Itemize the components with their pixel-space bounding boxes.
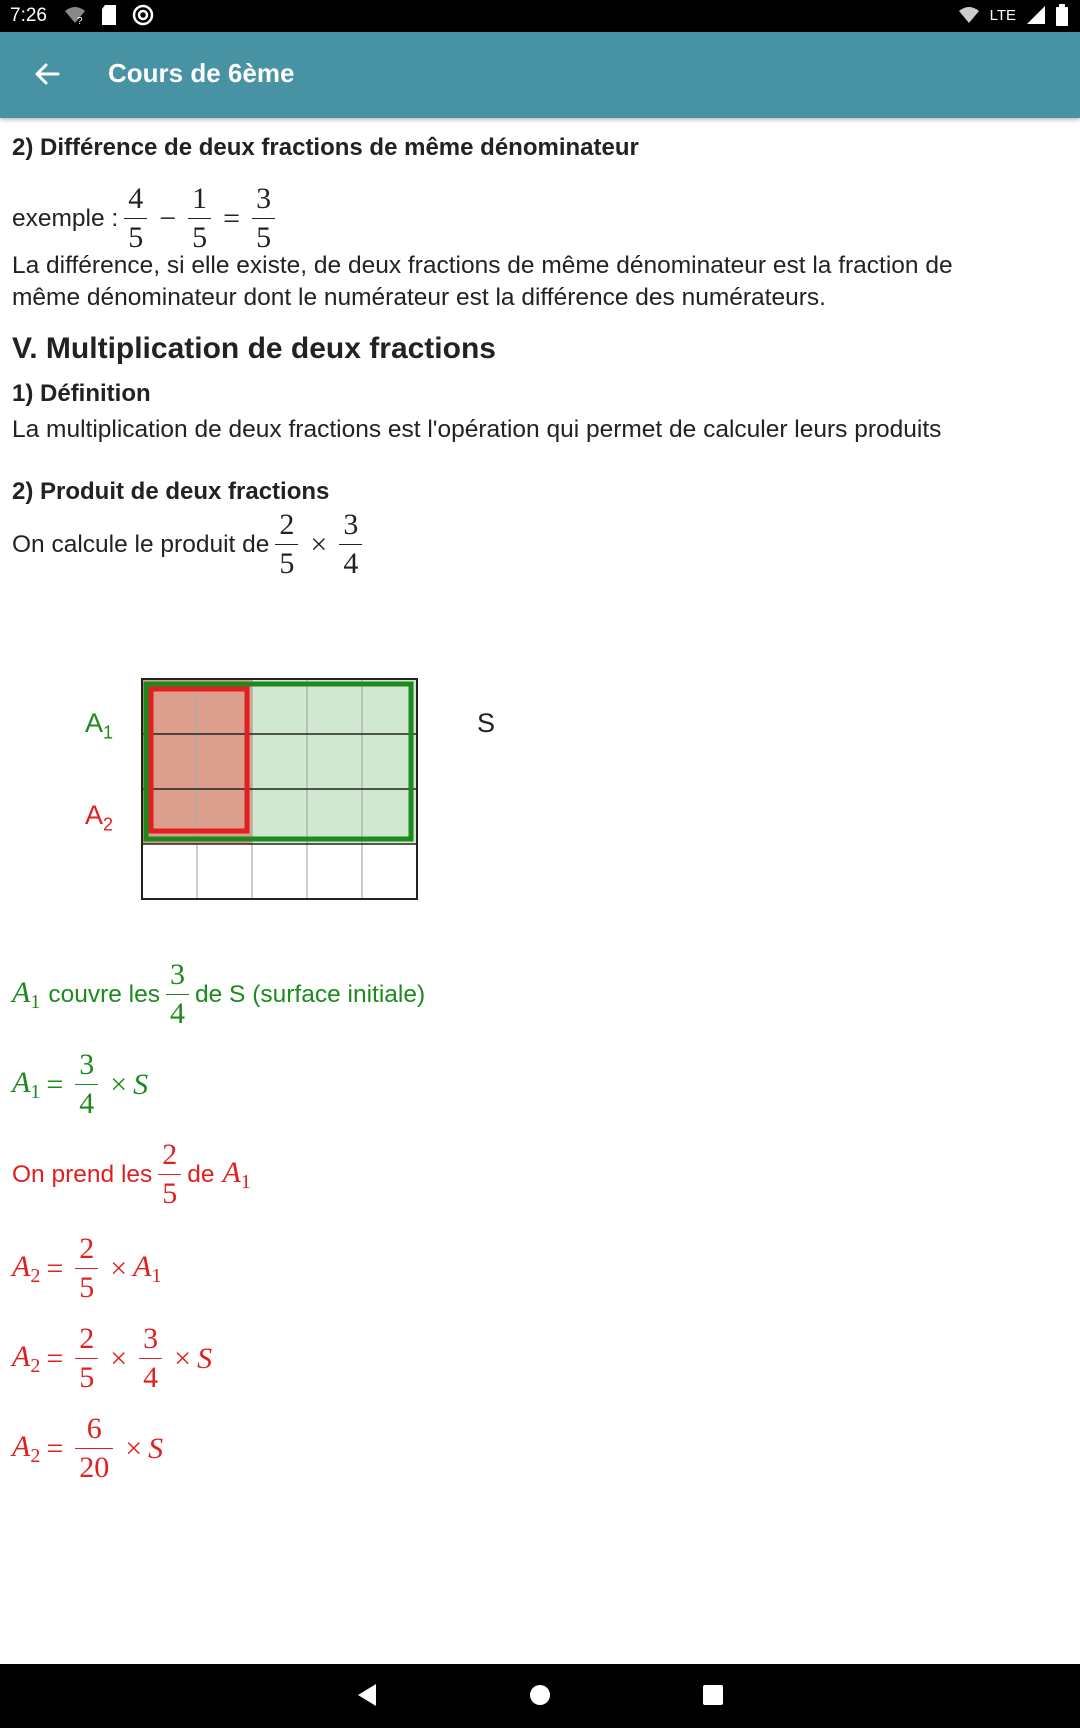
- times-operator: ×: [110, 1341, 128, 1375]
- formula-a1-equals: [12, 1046, 148, 1123]
- math-variable: $A_1$: [12, 1065, 41, 1103]
- fraction: $\frac{2}{5}$: [75, 1320, 98, 1397]
- equals-operator: =: [46, 1431, 64, 1465]
- times-operator: ×: [125, 1431, 143, 1465]
- times-operator: ×: [110, 1067, 128, 1101]
- fraction: $\frac{3}{4}$: [166, 956, 189, 1033]
- svg-text:?: ?: [77, 16, 83, 26]
- math-variable: S: [197, 1341, 213, 1375]
- math-variable: $A_2$: [12, 1429, 41, 1467]
- math-variable: $A_2$: [12, 1249, 41, 1287]
- arrow-left-icon[interactable]: [30, 56, 66, 92]
- equals-operator: =: [223, 201, 241, 235]
- fraction-area-diagram: [80, 678, 520, 928]
- network-type: LTE: [989, 6, 1016, 24]
- label-a2: $A_2$: [85, 800, 114, 835]
- math-variable: S: [148, 1431, 164, 1465]
- definition-heading: 1) Définition: [12, 380, 151, 407]
- math-variable: S: [133, 1067, 149, 1101]
- wifi-question-icon: [64, 4, 86, 26]
- app-bar: [0, 32, 1080, 118]
- formula-a1-covers: [12, 956, 425, 1033]
- example-label: exemple :: [12, 204, 119, 232]
- sync-icon: [132, 4, 154, 26]
- section-heading-multiplication: V. Multiplication de deux fractions: [12, 332, 496, 365]
- product-text: On calcule le produit de: [12, 530, 270, 558]
- fraction: $\frac{2}{5}$: [158, 1136, 181, 1213]
- label-a1: $A_1$: [85, 708, 114, 743]
- fraction: $\frac{6}{20}$: [75, 1410, 113, 1487]
- minus-operator: −: [159, 201, 177, 235]
- example-difference: [12, 180, 281, 257]
- fraction: $\frac{4}{5}$: [124, 180, 147, 257]
- equals-operator: =: [46, 1251, 64, 1285]
- math-variable: $A_1$: [12, 975, 41, 1013]
- formula-text: couvre les: [48, 980, 160, 1008]
- difference-text-2: même dénominateur dont le numérateur est la différence des numérateurs.: [12, 284, 826, 311]
- formula-take: [12, 1136, 251, 1213]
- formula-text: de: [187, 1160, 215, 1188]
- fraction: $\frac{3}{4}$: [339, 506, 362, 583]
- product-example: [12, 506, 368, 583]
- fraction: $\frac{1}{5}$: [188, 180, 211, 257]
- area-grid: [80, 678, 520, 928]
- section-heading-difference: 2) Différence de deux fractions de même dénominateur: [12, 134, 639, 161]
- sd-card-icon: [100, 4, 118, 26]
- nav-back-icon[interactable]: [354, 1682, 380, 1708]
- times-operator: ×: [310, 527, 328, 561]
- wifi-icon: [958, 5, 980, 25]
- status-bar: [0, 0, 1080, 32]
- times-operator: ×: [174, 1341, 192, 1375]
- math-variable: $A_1$: [133, 1249, 162, 1287]
- page-title: Cours de 6ème: [108, 58, 295, 88]
- definition-text: La multiplication de deux fractions est l'opération qui permet de calculer leurs produits: [12, 416, 942, 443]
- lesson-content: [0, 118, 1080, 1664]
- formula-a2-1: [12, 1230, 162, 1307]
- math-variable: $A_2$: [12, 1339, 41, 1377]
- fraction: $\frac{3}{4}$: [75, 1046, 98, 1123]
- math-variable: $A_1$: [222, 1155, 251, 1193]
- system-nav-bar: [0, 1664, 1080, 1728]
- nav-home-icon[interactable]: [528, 1682, 552, 1708]
- formula-a2-2: [12, 1320, 212, 1397]
- equals-operator: =: [46, 1341, 64, 1375]
- equals-operator: =: [46, 1067, 64, 1101]
- fraction: $\frac{3}{5}$: [252, 180, 275, 257]
- formula-text: On prend les: [12, 1160, 153, 1188]
- times-operator: ×: [110, 1251, 128, 1285]
- fraction: $\frac{2}{5}$: [275, 506, 298, 583]
- battery-icon: [1056, 4, 1068, 26]
- signal-icon: [1026, 5, 1046, 25]
- product-heading: 2) Produit de deux fractions: [12, 478, 330, 505]
- fraction: $\frac{3}{4}$: [139, 1320, 162, 1397]
- nav-recents-icon[interactable]: [702, 1682, 724, 1708]
- fraction: $\frac{2}{5}$: [75, 1230, 98, 1307]
- difference-text-1: La différence, si elle existe, de deux fractions de même dénominateur est la fraction de: [12, 252, 953, 279]
- formula-a2-3: [12, 1410, 163, 1487]
- formula-text: de S (surface initiale): [195, 980, 426, 1008]
- status-time: 7:26: [10, 5, 47, 26]
- label-s: S: [477, 708, 496, 738]
